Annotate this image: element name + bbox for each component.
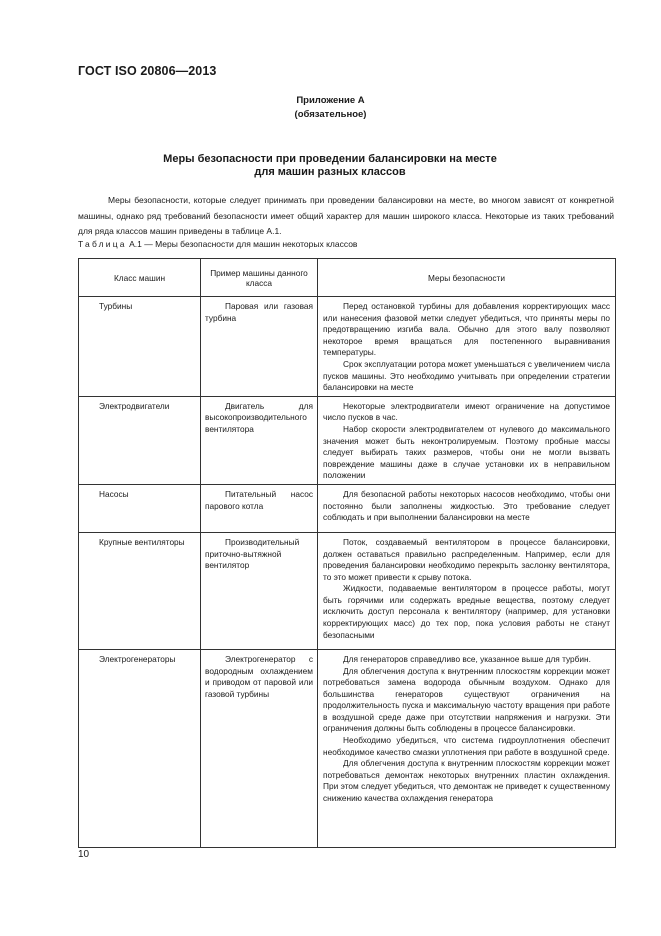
table-row <box>79 649 616 847</box>
safety-measures-cell <box>318 396 616 484</box>
safety-measures-table <box>78 258 616 848</box>
appendix-title: Приложение А <box>296 95 365 106</box>
table-caption-label: Таблица <box>78 239 127 249</box>
table-header-row <box>79 259 616 297</box>
machine-class-cell: Электрогенераторы <box>79 649 201 847</box>
machine-example-text: Электрогенератор с водородным охлаждением и приводом от паровой или газовой турбины <box>205 653 313 699</box>
column-header-measures: Меры безопасности <box>318 259 616 297</box>
safety-measures-cell <box>318 532 616 649</box>
machine-class-cell: Турбины <box>79 297 201 397</box>
measure-paragraph: Для генераторов справедливо все, указанное выше для турбин. <box>343 653 591 664</box>
measure-paragraph: Некоторые электродвигатели имеют ограничение на допустимое число пусков в час. <box>323 400 610 423</box>
safety-measures-cell <box>318 484 616 532</box>
safety-measures-cell <box>318 649 616 847</box>
section-heading-line1: Меры безопасности при проведении балансировки на месте <box>163 153 497 165</box>
section-heading <box>120 153 540 179</box>
table-row <box>79 297 616 397</box>
machine-class-cell: Крупные вентиляторы <box>79 532 201 649</box>
measure-paragraph: Набор скорости электродвигателем от нулевого до максимального значения может быть неконтролируемым. Поэтому пробные массы следует выбирать таких размеров, чтобы они не могли вызвать повреждение машины даже в случае установки их в неправильном положении <box>323 423 610 481</box>
table-row <box>79 396 616 484</box>
page-number: 10 <box>78 849 90 860</box>
machine-example-cell <box>201 532 318 649</box>
machine-example-text: Паровая или газовая турбина <box>205 301 313 323</box>
measure-paragraph: Для облегчения доступа к внутренним плоскостям коррекции может потребоваться демонтаж некоторых внутренних пластин охлаждения. При этом следует убедиться, что демонтаж не приведет к существенному снижению качества охлаждения генератора <box>323 758 610 804</box>
machine-example-cell <box>201 297 318 397</box>
appendix-status: (обязательное) <box>294 109 367 120</box>
measure-paragraph: Срок эксплуатации ротора может уменьшаться с увеличением числа пусков машины. Это необходимо учитывать при определении стратегии балансировки на месте <box>323 358 610 393</box>
measure-paragraph: Жидкости, подаваемые вентилятором в процессе работы, могут быть горячими или содержать вредные вещества, поэтому следует исключить доступ персонала к вентилятору (например, для установки корректирующих масс) до тех пор, пока условия работы не станут безопасными <box>323 583 610 640</box>
intro-paragraph <box>78 193 614 240</box>
column-header-class: Класс машин <box>79 259 201 297</box>
column-header-example: Пример машины данного класса <box>201 259 318 297</box>
measure-paragraph: Для облегчения доступа к внутренним плоскостям коррекции может потребоваться замена водорода обычным воздухом. Однако для большинства генераторов существуют ограничения на продолжительность пуска и максимальную частоту вращения при работе в воздушной среде даже при отсутствии напряжения и нагрузки. Эти ограничения должны быть соблюдены в процессе балансировки. <box>323 665 610 734</box>
document-id: ГОСТ ISO 20806—2013 <box>78 64 217 78</box>
machine-example-cell <box>201 396 318 484</box>
table-caption-text: А.1 — Меры безопасности для машин некоторых классов <box>126 239 358 249</box>
machine-example-cell <box>201 484 318 532</box>
measure-paragraph: Поток, создаваемый вентилятором в процессе балансировки, должен оставаться правильно распределенным. Например, если для проведения балансировки необходимо перекрыть заслонку вентилятора, то это может привести к срыву потока. <box>323 536 610 582</box>
measure-paragraph: Необходимо убедиться, что система гидроуплотнения обеспечит необходимое качество смазки уплотнения при работе в воздушной среде. <box>323 735 610 757</box>
table-caption <box>78 239 357 249</box>
machine-class-cell: Насосы <box>79 484 201 532</box>
section-heading-line2: для машин разных классов <box>254 166 406 178</box>
appendix-header <box>0 94 661 122</box>
safety-measures-cell <box>318 297 616 397</box>
machine-class-cell: Электродвигатели <box>79 396 201 484</box>
machine-example-text: Двигатель для высокопроизводительного вентилятора <box>205 400 313 434</box>
table-row <box>79 484 616 532</box>
machine-example-text: Питательный насос парового котла <box>205 488 313 511</box>
machine-example-text: Производительный приточно-вытяжной вентилятор <box>205 536 300 571</box>
machine-example-cell <box>201 649 318 847</box>
table-row <box>79 532 616 649</box>
intro-text: Меры безопасности, которые следует принимать при проведении балансировки на месте, во многом зависят от конкретной машины, однако ряд требований безопасности имеет общий характер для машин широкого класса. Некоторые из таких требований для ряда классов машин приведены в таблице А.1. <box>78 195 614 236</box>
measure-paragraph: Для безопасной работы некоторых насосов необходимо, чтобы они постоянно были заполнены жидкостью. Это требование следует соблюдать и при выполнении балансировки на месте <box>323 488 610 523</box>
measure-paragraph: Перед остановкой турбины для добавления корректирующих масс или нанесения фазовой метки следует убедиться, что приняты меры по предотвращению изгиба вала. Обычно для этого валу позволяют некоторое время вращаться для постепенного выравнивания температуры. <box>323 301 610 358</box>
